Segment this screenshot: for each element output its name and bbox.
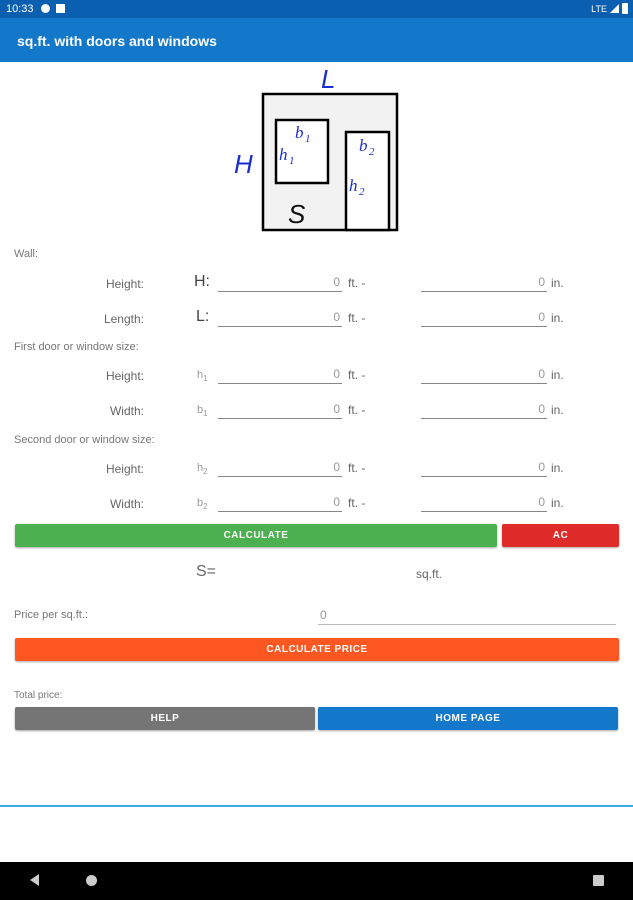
status-time: 10:33 — [6, 3, 34, 15]
ft-unit: ft. - — [348, 496, 366, 510]
app-title: sq.ft. with doors and windows — [17, 33, 217, 49]
battery-icon — [622, 3, 628, 14]
wall-height-symbol: H: — [194, 273, 210, 290]
opening2-height-in-input[interactable]: 0 — [421, 457, 547, 477]
in-unit: in. — [551, 276, 564, 290]
opening2-width-in-input[interactable]: 0 — [421, 492, 547, 512]
wall-length-ft-input[interactable]: 0 — [218, 307, 342, 327]
network-type: LTE — [591, 3, 607, 14]
in-unit: in. — [551, 461, 564, 475]
price-input[interactable]: 0 — [318, 605, 616, 625]
google-icon — [41, 4, 50, 13]
wall-height-in-input[interactable]: 0 — [421, 272, 547, 292]
status-right — [591, 3, 628, 14]
navigation-bar — [0, 862, 633, 900]
ft-unit: ft. - — [348, 368, 366, 382]
opening2-width-symbol: $b_2$ — [197, 497, 208, 512]
signal-icon — [610, 4, 619, 13]
wall-section-label: Wall: — [14, 248, 39, 260]
opening2-height-label: Height: — [105, 462, 144, 476]
ac-button[interactable]: AC — [502, 524, 619, 547]
diagram-b1: b — [295, 123, 304, 142]
ft-unit: ft. - — [348, 276, 366, 290]
status-bar — [0, 0, 633, 18]
result-label: S= — [196, 563, 217, 580]
diagram-b2: b — [359, 136, 368, 155]
diagram-S: S — [288, 199, 306, 229]
recents-icon[interactable] — [593, 875, 604, 886]
divider — [0, 805, 633, 807]
ft-unit: ft. - — [348, 403, 366, 417]
opening1-width-ft-input[interactable]: 0 — [218, 399, 342, 419]
wall-height-ft-input[interactable]: 0 — [218, 272, 342, 292]
diagram-h2: h — [349, 176, 358, 195]
home-page-button[interactable]: HOME PAGE — [318, 707, 618, 730]
diagram-h1-sub: 1 — [289, 155, 295, 167]
opening1-width-in-input[interactable]: 0 — [421, 399, 547, 419]
opening1-height-ft-input[interactable]: 0 — [218, 364, 342, 384]
diagram-b1-sub: 1 — [305, 133, 311, 145]
result-unit: sq.ft. — [416, 567, 443, 581]
diagram-b2-sub: 2 — [369, 146, 375, 158]
opening2-height-symbol: $h_2$ — [197, 462, 208, 477]
in-unit: in. — [551, 368, 564, 382]
back-icon[interactable] — [30, 874, 39, 886]
ft-unit: ft. - — [348, 461, 366, 475]
opening2-section-label: Second door or window size: — [14, 434, 155, 446]
total-price-label: Total price: — [14, 690, 63, 701]
diagram-h2-sub: 2 — [359, 186, 365, 198]
opening1-width-symbol: $b_1$ — [197, 404, 208, 419]
diagram-L: L — [321, 64, 336, 94]
in-unit: in. — [551, 496, 564, 510]
opening2-width-label: Width: — [109, 497, 144, 511]
help-button[interactable]: HELP — [15, 707, 315, 730]
opening1-width-label: Width: — [109, 404, 144, 418]
opening1-height-label: Height: — [105, 369, 144, 383]
opening1-height-in-input[interactable]: 0 — [421, 364, 547, 384]
app-bar — [0, 18, 633, 62]
wall-diagram — [225, 63, 405, 235]
wall-length-symbol: L: — [196, 308, 210, 325]
price-label: Price per sq.ft.: — [14, 609, 88, 621]
diagram-H: H — [234, 149, 253, 179]
in-unit: in. — [551, 311, 564, 325]
opening1-height-symbol: $h_1$ — [197, 369, 208, 384]
opening1-section-label: First door or window size: — [14, 341, 139, 353]
notification-icons — [41, 4, 65, 13]
calculate-button[interactable]: CALCULATE — [15, 524, 497, 547]
opening2-width-ft-input[interactable]: 0 — [218, 492, 342, 512]
diagram-h1: h — [279, 145, 288, 164]
wall-length-in-input[interactable]: 0 — [421, 307, 547, 327]
opening2-height-ft-input[interactable]: 0 — [218, 457, 342, 477]
sim-icon — [56, 4, 65, 13]
in-unit: in. — [551, 403, 564, 417]
ft-unit: ft. - — [348, 311, 366, 325]
calculate-price-button[interactable]: CALCULATE PRICE — [15, 638, 619, 661]
home-icon[interactable] — [86, 875, 97, 886]
wall-height-label: Height: — [105, 277, 144, 291]
wall-length-label: Length: — [103, 312, 144, 326]
